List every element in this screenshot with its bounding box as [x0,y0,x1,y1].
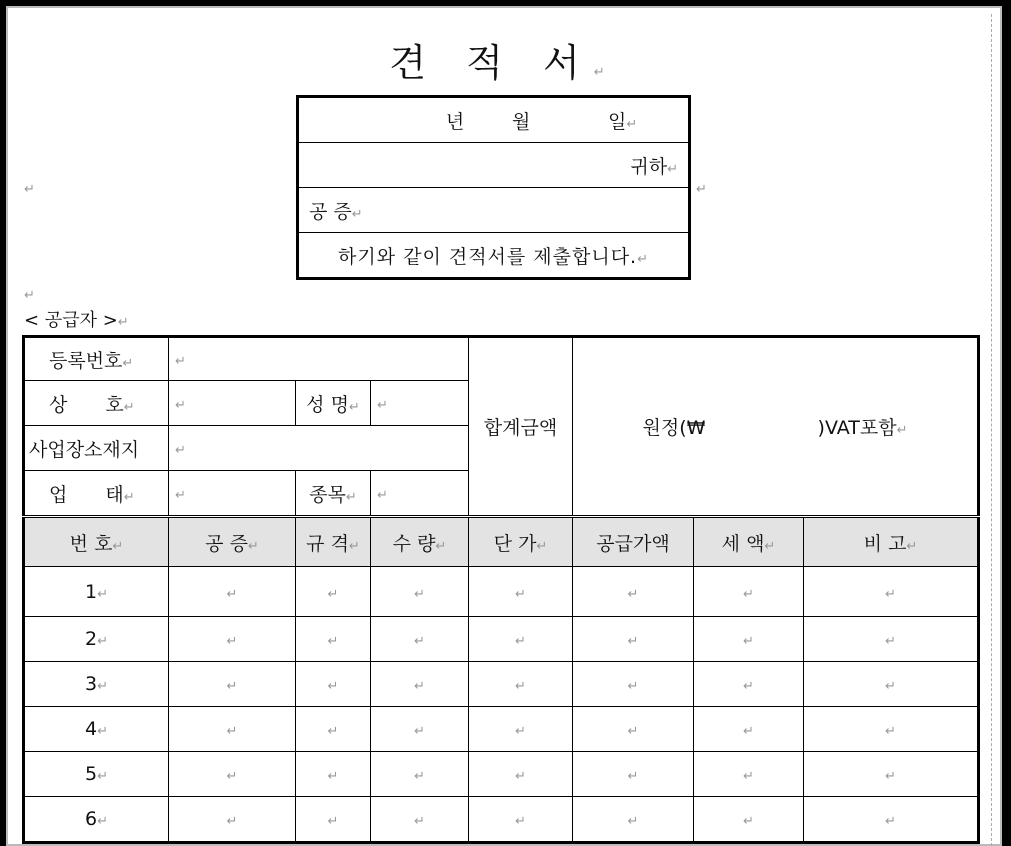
quote-table [22,335,980,844]
table-row [24,752,979,797]
company-label-cell: 상 호↵ [24,381,169,426]
column-header: 단 가↵ [469,517,573,567]
items-header-row [24,517,979,567]
paragraph-mark: ↵ [24,288,35,303]
table-cell[interactable]: ↵ [296,752,371,797]
total-label-cell: 합계금액 [469,337,573,517]
column-header: 비 고↵ [804,517,979,567]
table-cell[interactable]: ↵ [804,617,979,662]
row-number-cell: 5↵ [24,752,169,797]
table-cell[interactable]: ↵ [169,617,296,662]
table-cell[interactable]: ↵ [694,662,804,707]
paragraph-mark: ↵ [696,182,707,197]
column-header: 규 격↵ [296,517,371,567]
quote-info-box [296,95,691,280]
table-cell[interactable]: ↵ [469,567,573,617]
table-cell[interactable]: ↵ [573,707,694,752]
statement-row[interactable]: 하기와 같이 견적서를 제출합니다.↵ [337,245,650,268]
table-cell[interactable]: ↵ [169,752,296,797]
table-cell[interactable]: ↵ [296,797,371,843]
table-cell[interactable]: ↵ [573,797,694,843]
table-cell[interactable]: ↵ [804,797,979,843]
table-cell[interactable]: ↵ [371,752,469,797]
address-field[interactable]: ↵ [169,426,469,471]
table-cell[interactable]: ↵ [371,797,469,843]
table-cell[interactable]: ↵ [804,567,979,617]
table-cell[interactable]: ↵ [371,617,469,662]
table-cell[interactable]: ↵ [573,617,694,662]
business-type-field[interactable]: ↵ [169,471,296,517]
column-header: 수 량↵ [371,517,469,567]
row-number-cell: 1↵ [24,567,169,617]
paragraph-mark: ↵ [24,182,35,197]
table-cell[interactable]: ↵ [169,707,296,752]
table-cell[interactable]: ↵ [169,662,296,707]
business-item-field[interactable]: ↵ [371,471,469,517]
table-row [24,617,979,662]
supplier-section-label: < 공급자 >↵ [24,310,129,331]
table-cell[interactable]: ↵ [296,567,371,617]
table-cell[interactable]: ↵ [469,797,573,843]
total-amount-field[interactable]: 원정(₩ )VAT포함↵ [573,337,979,517]
table-cell[interactable]: ↵ [469,707,573,752]
table-row [24,707,979,752]
row-number-cell: 4↵ [24,707,169,752]
table-cell[interactable]: ↵ [573,752,694,797]
row-number-cell: 3↵ [24,662,169,707]
table-cell[interactable]: ↵ [694,567,804,617]
column-header: 공 증↵ [169,517,296,567]
table-cell[interactable]: ↵ [296,707,371,752]
table-cell[interactable]: ↵ [573,662,694,707]
reg-no-label-cell: 등록번호↵ [24,337,169,381]
table-cell[interactable]: ↵ [694,797,804,843]
margin-guide [991,14,992,846]
table-row [24,567,979,617]
recipient-row[interactable]: 귀하↵ [298,143,690,188]
table-cell[interactable]: ↵ [469,617,573,662]
table-cell[interactable]: ↵ [371,567,469,617]
table-cell[interactable]: ↵ [694,752,804,797]
document-page [6,6,1002,846]
work-row[interactable]: 공 증↵ [298,188,690,233]
business-item-label-cell: 종목↵ [296,471,371,517]
column-header: 공급가액 [573,517,694,567]
business-type-label-cell: 업 태↵ [24,471,169,517]
document-title: 견 적 서↵ [389,41,619,85]
table-cell[interactable]: ↵ [694,617,804,662]
row-number-cell: 6↵ [24,797,169,843]
table-cell[interactable]: ↵ [804,662,979,707]
name-field[interactable]: ↵ [371,381,469,426]
row-number-cell: 2↵ [24,617,169,662]
table-cell[interactable]: ↵ [296,617,371,662]
company-field[interactable]: ↵ [169,381,296,426]
items-body [24,567,979,843]
table-row [24,662,979,707]
column-header: 번 호↵ [24,517,169,567]
table-cell[interactable]: ↵ [469,662,573,707]
table-cell[interactable]: ↵ [694,707,804,752]
address-label-cell: 사업장소재지 [24,426,169,471]
date-row[interactable]: 년 월 일↵ [298,97,690,143]
column-header: 세 액↵ [694,517,804,567]
table-cell[interactable]: ↵ [169,797,296,843]
table-cell[interactable]: ↵ [371,662,469,707]
table-cell[interactable]: ↵ [804,752,979,797]
table-cell[interactable]: ↵ [573,567,694,617]
table-cell[interactable]: ↵ [804,707,979,752]
table-cell[interactable]: ↵ [371,707,469,752]
table-cell[interactable]: ↵ [296,662,371,707]
name-label-cell: 성 명↵ [296,381,371,426]
reg-no-field[interactable]: ↵ [169,337,469,381]
table-cell[interactable]: ↵ [169,567,296,617]
table-row [24,797,979,843]
table-cell[interactable]: ↵ [469,752,573,797]
